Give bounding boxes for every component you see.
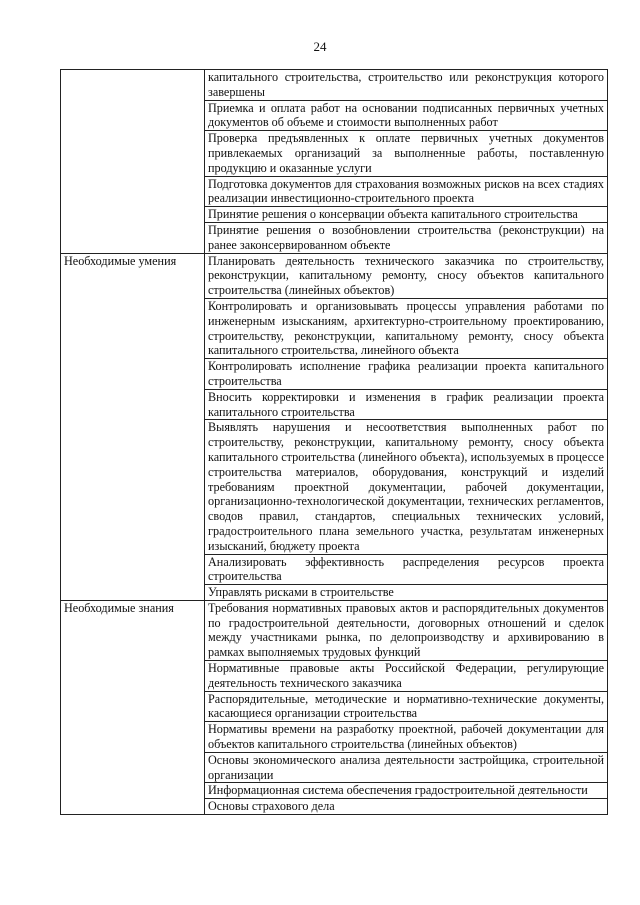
requirement-cell: Принятие решения о консервации объекта капитального строительства [205, 207, 608, 223]
requirement-cell: Анализировать эффективность распределения ресурсов проекта строительства [205, 554, 608, 585]
requirement-cell: Управлять рисками в строительстве [205, 585, 608, 601]
section-label: Необходимые знания [61, 600, 205, 814]
requirement-cell: Планировать деятельность технического заказчика по строительству, реконструкции, капитальному ремонту, сносу объектов капитального строительства (линейных объектов) [205, 253, 608, 298]
section-label [61, 70, 205, 254]
requirement-cell: Контролировать и организовывать процессы управления работами по инженерным изысканиям, архитектурно-строительному проектированию, строительству, реконструкции, капитальному ремонту, сносу объекта капитального строительства, линейного объекта [205, 298, 608, 358]
requirement-cell: Контролировать исполнение графика реализации проекта капитального строительства [205, 359, 608, 390]
section-label: Необходимые умения [61, 253, 205, 600]
requirement-cell: Приемка и оплата работ на основании подписанных первичных учетных документов об объеме и стоимости выполненных работ [205, 100, 608, 131]
requirement-cell: Требования нормативных правовых актов и распорядительных документов по градостроительной деятельности, договорных отношений и сделок между участниками рынка, по делопроизводству и архивированию в рамках выполняемых трудовых функций [205, 600, 608, 660]
page-number: 24 [313, 39, 327, 54]
requirement-cell: Основы экономического анализа деятельности застройщика, строительной организации [205, 752, 608, 783]
table-row [61, 253, 608, 298]
requirements-table [60, 69, 608, 815]
requirement-cell: Нормативные правовые акты Российской Федерации, регулирующие деятельность технического заказчика [205, 661, 608, 692]
table-row [61, 70, 608, 101]
requirement-cell: Распорядительные, методические и нормативно-технические документы, касающиеся организации строительства [205, 691, 608, 722]
requirement-cell: Основы страхового дела [205, 799, 608, 815]
requirement-cell: Проверка предъявленных к оплате первичных учетных документов привлекаемых организаций за выполненные работы, поставленную продукцию и оказанные услуги [205, 131, 608, 176]
requirement-cell: Подготовка документов для страхования возможных рисков на всех стадиях реализации инвестиционно-строительного проекта [205, 176, 608, 207]
requirements-table-body [61, 70, 608, 815]
requirement-cell: Информационная система обеспечения градостроительной деятельности [205, 783, 608, 799]
requirement-cell: Принятие решения о возобновлении строительства (реконструкции) на ранее законсервированном объекте [205, 222, 608, 253]
table-row [61, 600, 608, 660]
requirement-cell: Выявлять нарушения и несоответствия выполненных работ по строительству, реконструкции, капитальному ремонту, сносу объекта капитального строительства (линейного объекта), используемых в процессе строительства материалов, оборудования, конструкций и изделий требованиям проектной документации, рабочей документации, организационно-технологической документации, технических регламентов, сводов правил, стандартов, специальных технических условий, градостроительного плана земельного участка, результатам инженерных изысканий, бюджету проекта [205, 420, 608, 554]
requirement-cell: Нормативы времени на разработку проектной, рабочей документации для объектов капитального строительства (линейных объектов) [205, 722, 608, 753]
requirement-cell: Вносить корректировки и изменения в график реализации проекта капитального строительства [205, 389, 608, 420]
requirement-cell: капитального строительства, строительство или реконструкция которого завершены [205, 70, 608, 101]
